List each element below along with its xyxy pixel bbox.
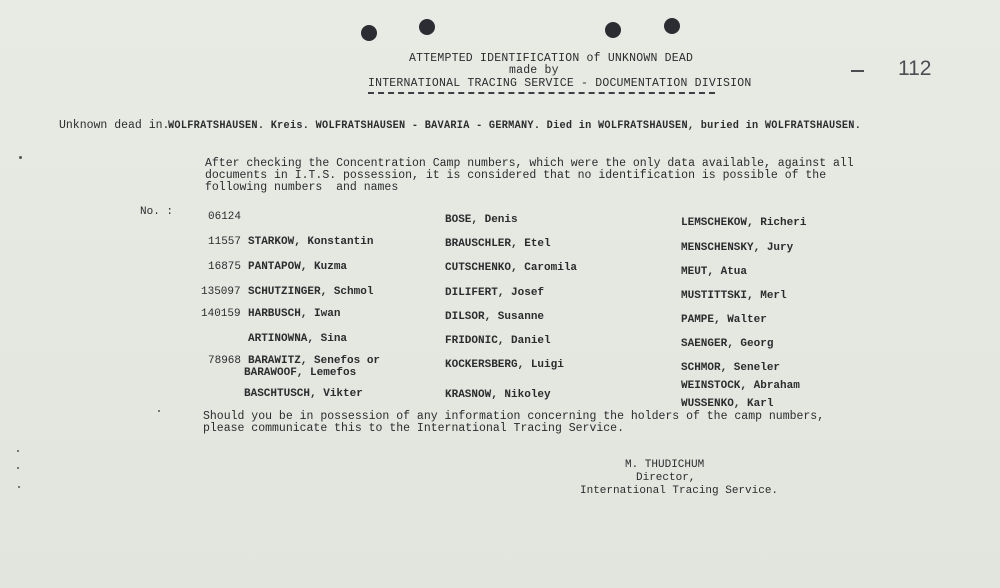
camp-number: 16875 (208, 261, 242, 273)
person-name: BASCHTUSCH, Vikter (244, 388, 363, 400)
signatory-title: Director, (636, 472, 696, 484)
numbers-label: No. : (140, 206, 174, 218)
person-name: MENSCHENSKY, Jury (681, 242, 794, 254)
place-of-death: WOLFRATSHAUSEN. Kreis. WOLFRATSHAUSEN - BAVARIA - GERMANY. Died in WOLFRATSHAUSEN, buried in WOLFRATSHAUSEN. (168, 120, 862, 132)
intro-line: After checking the Concentration Camp numbers, which were the only data available, against all (205, 157, 854, 170)
camp-number: 11557 (208, 236, 242, 248)
person-name: SCHUTZINGER, Schmol (248, 286, 374, 298)
signatory-organization: International Tracing Service. (580, 485, 779, 497)
header-rule (368, 92, 715, 94)
person-name: MUSTITTSKI, Merl (681, 290, 787, 302)
person-name: HARBUSCH, Iwan (248, 308, 341, 320)
person-name: FRIDONIC, Daniel (445, 335, 551, 347)
person-name: SCHMOR, Seneler (681, 362, 781, 374)
punch-hole (605, 22, 621, 38)
header-made-by: made by (509, 64, 559, 77)
person-name: BARAWOOF, Lemefos (244, 367, 357, 379)
margin-mark (17, 450, 19, 452)
person-name: STARKOW, Konstantin (248, 236, 374, 248)
camp-number: 140159 (201, 308, 241, 320)
intro-line: documents in I.T.S. possession, it is considered that no identification is possible of the (205, 169, 827, 182)
intro-line: following numbers and names (205, 181, 399, 194)
margin-mark (18, 486, 20, 488)
camp-number: 78968 (208, 355, 242, 367)
person-name: WEINSTOCK, Abraham (681, 380, 800, 392)
margin-mark (17, 467, 19, 469)
person-name: KRASNOW, Nikoley (445, 389, 551, 401)
person-name: LEMSCHEKOW, Richeri (681, 217, 807, 229)
punch-hole (361, 25, 377, 41)
person-name: DILIFERT, Josef (445, 287, 545, 299)
signatory-name: M. THUDICHUM (625, 459, 705, 471)
header-title: ATTEMPTED IDENTIFICATION of UNKNOWN DEAD (409, 52, 694, 65)
person-name: PANTAPOW, Kuzma (248, 261, 348, 273)
person-name: DILSOR, Susanne (445, 311, 545, 323)
camp-number: 135097 (201, 286, 241, 298)
person-name: BOSE, Denis (445, 214, 518, 226)
person-name: BARAWITZ, Senefos or (248, 355, 381, 367)
closing-line: please communicate this to the International Tracing Service. (203, 422, 624, 435)
closing-line: Should you be in possession of any information concerning the holders of the camp numbers, (203, 410, 825, 423)
person-name: ARTINOWNA, Sina (248, 333, 348, 345)
punch-hole (419, 19, 435, 35)
margin-mark (19, 156, 22, 159)
person-name: MEUT, Atua (681, 266, 748, 278)
person-name: KOCKERSBERG, Luigi (445, 359, 564, 371)
person-name: BRAUSCHLER, Etel (445, 238, 551, 250)
header-organization: INTERNATIONAL TRACING SERVICE - DOCUMENTATION DIVISION (368, 77, 752, 90)
person-name: WUSSENKO, Karl (681, 398, 774, 410)
page-number-dash (851, 70, 864, 72)
margin-mark (158, 410, 160, 412)
punch-hole (664, 18, 680, 34)
record-lead: Unknown dead in.. (59, 119, 177, 132)
person-name: PAMPE, Walter (681, 314, 767, 326)
person-name: CUTSCHENKO, Caromila (445, 262, 578, 274)
person-name: SAENGER, Georg (681, 338, 774, 350)
page-number: 112 (898, 57, 932, 80)
camp-number: 06124 (208, 211, 242, 223)
